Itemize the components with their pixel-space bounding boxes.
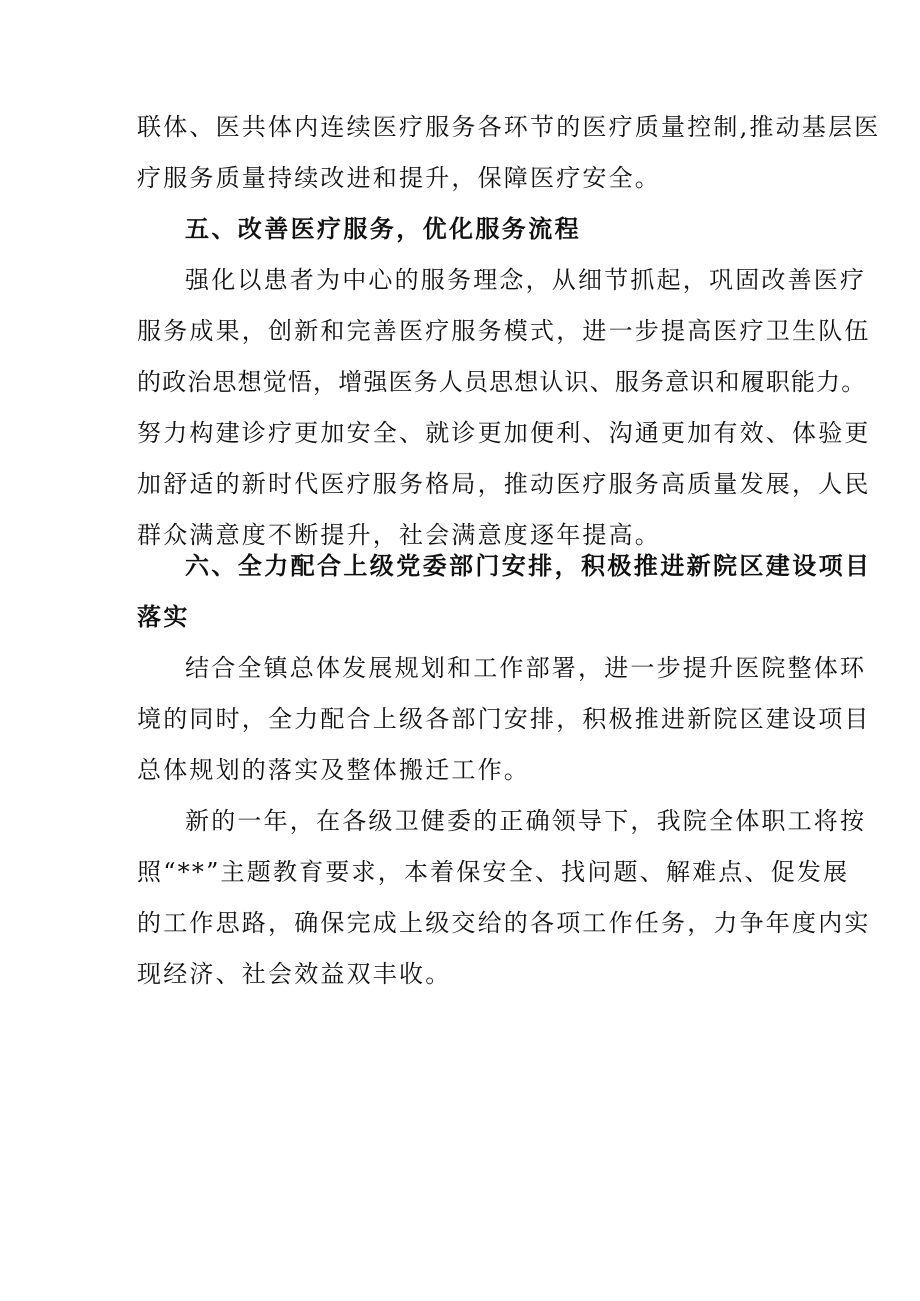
paragraph-line: 总体规划的落实及整体搬迁工作。 xyxy=(137,756,530,784)
paragraph-line: 联体、医共体内连续医疗服务各环节的医疗质量控制,推动基层医 xyxy=(137,113,881,141)
paragraph-line: 的政治思想觉悟，增强医务人员思想认识、服务意识和履职能力。 xyxy=(137,368,867,396)
paragraph-line: 服务成果，创新和完善医疗服务模式，进一步提高医疗卫生队伍 xyxy=(137,317,871,345)
paragraph-line: 照“**”主题教育要求，本着保安全、找问题、解难点、促发展 xyxy=(137,858,850,886)
paragraph-line: 加舒适的新时代医疗服务格局，推动医疗服务高质量发展，人民 xyxy=(137,470,871,498)
paragraph-line: 疗服务质量持续改进和提升，保障医疗安全。 xyxy=(137,164,661,192)
section-5-heading: 五、改善医疗服务，优化服务流程 xyxy=(185,214,581,243)
section-6-heading-line: 六、全力配合上级党委部门安排，积极推进新院区建设项目 xyxy=(185,551,872,580)
paragraph-line: 强化以患者为中心的服务理念，从细节抓起，巩固改善医疗 xyxy=(185,266,867,294)
section-6-heading-line: 落实 xyxy=(137,602,190,631)
paragraph-line: 新的一年，在各级卫健委的正确领导下，我院全体职工将按 xyxy=(185,807,867,835)
paragraph-line: 结合全镇总体发展规划和工作部署，进一步提升医院整体环 xyxy=(185,654,867,682)
paragraph-line: 现经济、社会效益双丰收。 xyxy=(137,960,452,988)
paragraph-line: 境的同时，全力配合上级各部门安排，积极推进新院区建设项目 xyxy=(137,705,871,733)
paragraph-line: 群众满意度不断提升，社会满意度逐年提高。 xyxy=(137,521,661,549)
paragraph-line: 的工作思路，确保完成上级交给的各项工作任务，力争年度内实 xyxy=(137,909,871,937)
paragraph-line: 努力构建诊疗更加安全、就诊更加便利、沟通更加有效、体验更 xyxy=(137,419,871,447)
